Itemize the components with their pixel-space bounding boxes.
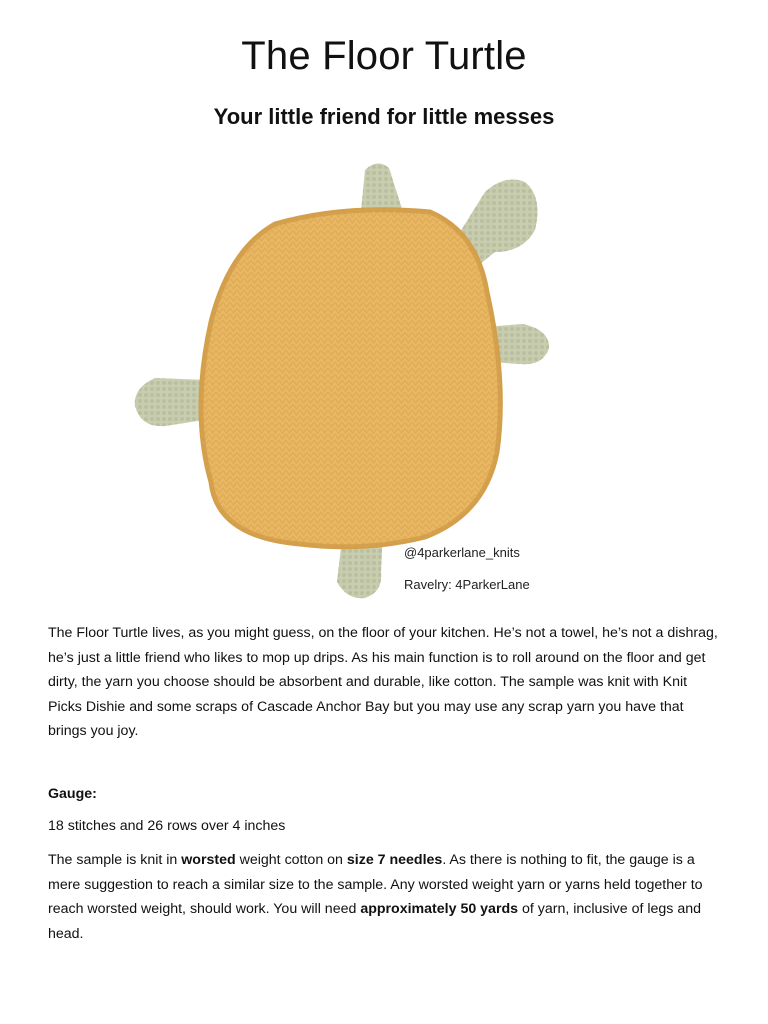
page-subtitle: Your little friend for little messes: [213, 104, 555, 129]
materials-text-3: . As there is nothing to fit, the gauge is a mere suggestion to reach a similar size to the sample. Any worsted weight yarn or yarns held together to reach worsted weight, should work. You will need: [48, 852, 703, 917]
gauge-heading: Gauge:: [48, 786, 97, 802]
materials-text-1: The sample is knit in: [48, 852, 182, 868]
turtle-photo: [125, 152, 565, 612]
yarn-amount: approximately 50 yards: [360, 901, 519, 917]
intro-paragraph: The Floor Turtle lives, as you might guess, on the floor of your kitchen. He’s not a towel, he’s not a dishrag, he’s just a little friend who likes to mop up drips. As his main function is to roll around on the floor and get dirty, the yarn you choose should be absorbent and durable, like cotton. The sample was knit with Knit Picks Dishie and some scraps of Cascade Anchor Bay but you may use any scrap yarn you have that brings you joy.: [48, 625, 718, 739]
materials-text-4: of yarn, inclusive of legs and head.: [48, 901, 701, 942]
page-title: The Floor Turtle: [241, 34, 527, 78]
ravelry-handle: Ravelry: 4ParkerLane: [404, 577, 530, 592]
gauge-spec: 18 stitches and 26 rows over 4 inches: [48, 818, 286, 834]
instagram-handle: @4parkerlane_knits: [404, 545, 520, 560]
yarn-weight: worsted: [181, 852, 236, 868]
materials-text-2: weight cotton on: [235, 852, 347, 868]
materials-paragraph: [48, 848, 720, 946]
needle-size: size 7 needles: [346, 852, 443, 868]
turtle-shell: [201, 210, 500, 547]
